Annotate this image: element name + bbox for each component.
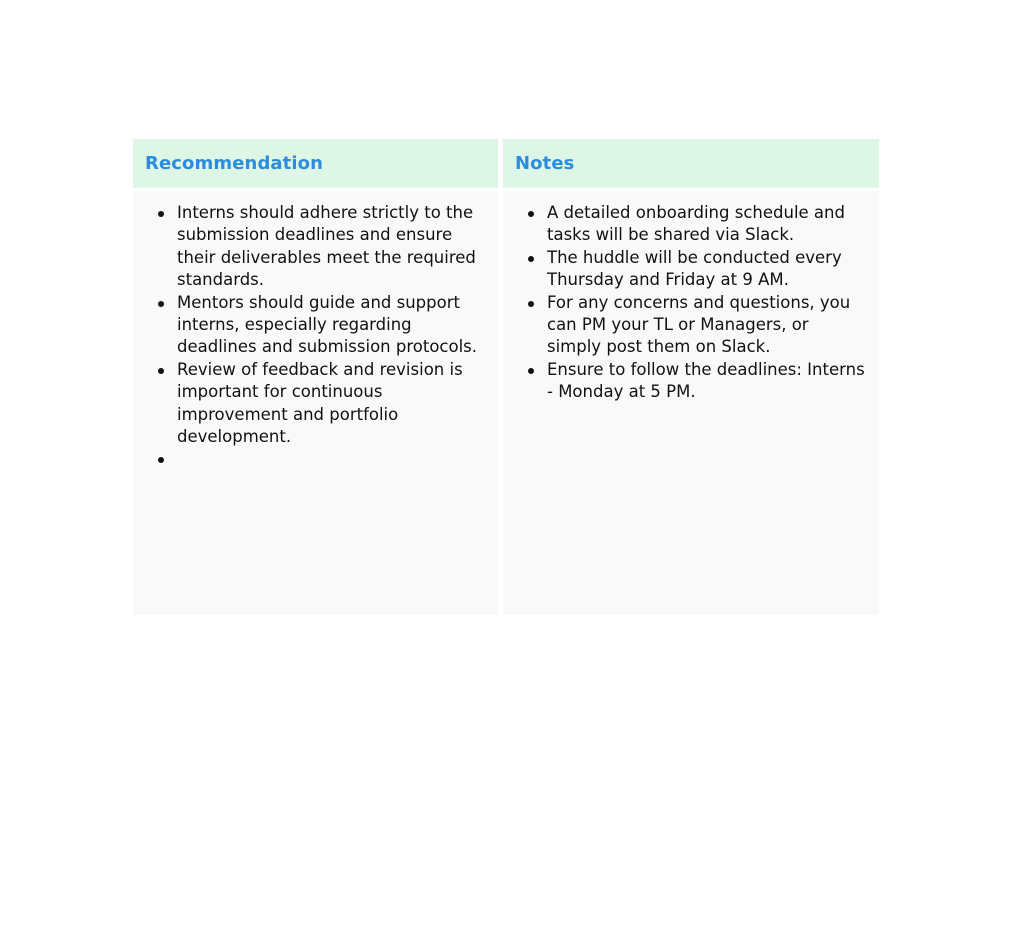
bullet-icon	[158, 457, 164, 463]
list-item-text: Ensure to follow the deadlines: Interns - Monday at 5 PM.	[547, 359, 865, 402]
bullet-icon	[528, 368, 534, 374]
list-item	[503, 292, 867, 359]
list-item-text: Interns should adhere strictly to the submission deadlines and ensure their deliverables meet the required standards.	[177, 203, 476, 290]
list-item-empty	[133, 448, 486, 470]
notes-header-label: Notes	[515, 153, 575, 174]
list-item-text: For any concerns and questions, you can PM your TL or Managers, or simply post them on Slack.	[547, 292, 851, 357]
list-item-text: A detailed onboarding schedule and tasks will be shared via Slack.	[547, 203, 845, 245]
bullet-icon	[158, 301, 164, 307]
bullet-icon	[158, 211, 164, 217]
recommendation-notes-table	[133, 139, 879, 615]
list-item	[133, 292, 486, 359]
notes-list	[503, 202, 867, 404]
list-item	[503, 202, 867, 247]
notes-body	[503, 191, 879, 615]
list-item-text: Review of feedback and revision is important for continuous improvement and portfolio development.	[177, 359, 463, 447]
list-item	[503, 359, 867, 404]
list-item	[133, 202, 486, 292]
recommendation-header-label: Recommendation	[145, 153, 324, 174]
list-item	[503, 247, 867, 292]
recommendation-list	[133, 202, 486, 471]
list-item	[133, 359, 486, 449]
recommendation-body	[133, 191, 498, 615]
recommendation-column	[133, 139, 498, 615]
notes-column	[503, 139, 879, 615]
bullet-icon	[528, 256, 534, 262]
notes-header	[503, 139, 879, 188]
bullet-icon	[528, 301, 534, 307]
bullet-icon	[158, 368, 164, 374]
list-item-text: Mentors should guide and support interns, especially regarding deadlines and submission protocols.	[177, 292, 478, 357]
list-item-text: The huddle will be conducted every Thursday and Friday at 9 AM.	[547, 247, 842, 290]
recommendation-header	[133, 139, 498, 188]
bullet-icon	[528, 211, 534, 217]
